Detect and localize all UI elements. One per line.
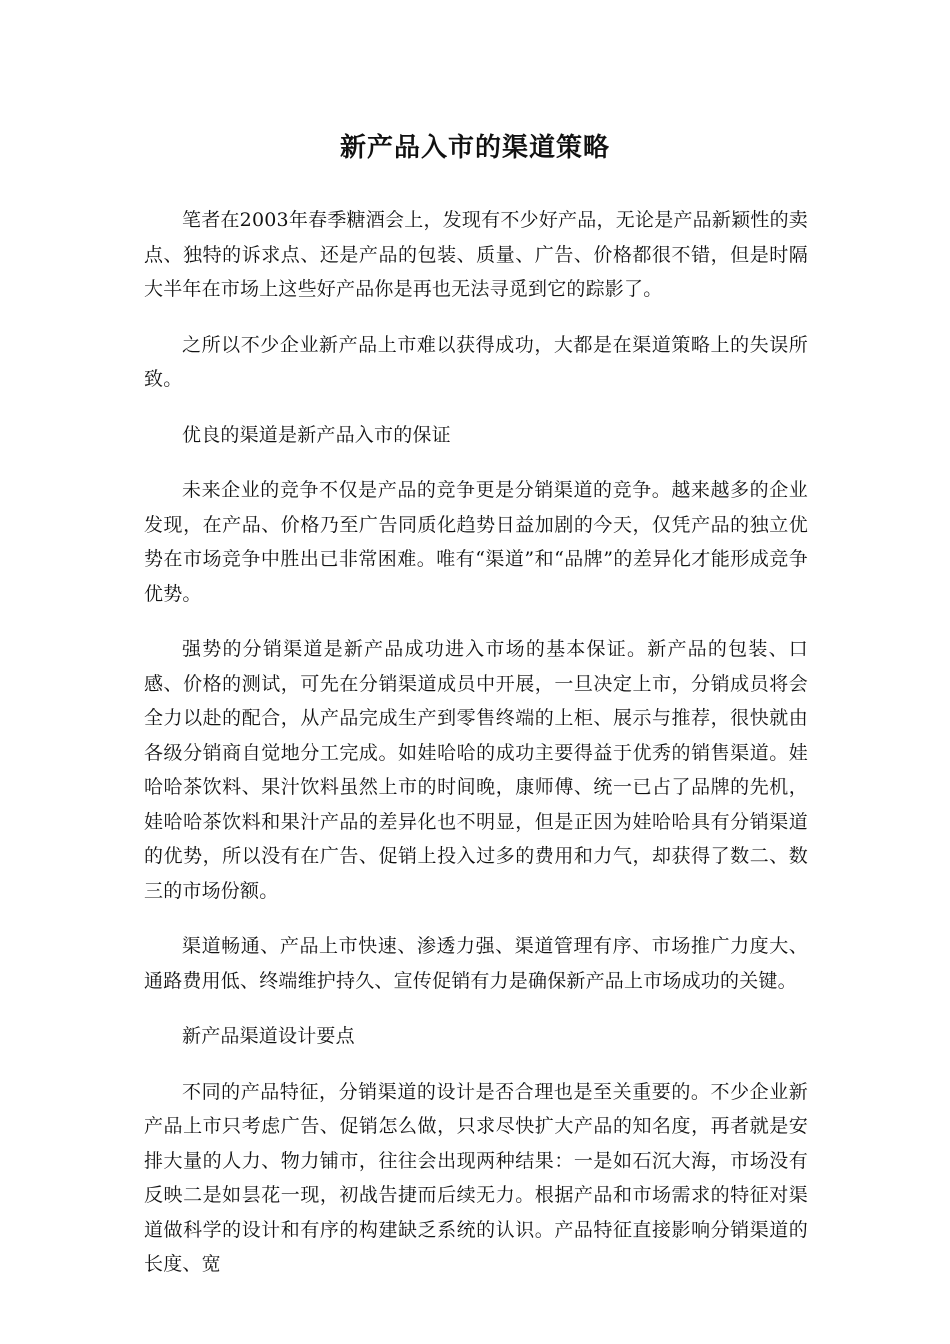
paragraph-design-importance: 不同的产品特征，分销渠道的设计是否合理也是至关重要的。不少企业新产品上市只考虑广告、促销怎么做，只求尽快扩大产品的知名度，再者就是安排大量的人力、物力铺市，往往会出现两种结果：一是如石沉大海，市场没有反映二是如昙花一现，初战告捷而后续无力。根据产品和市场需求的特征对渠道做科学的设计和有序的构建缺乏系统的认识。产品特征直接影响分销渠道的长度、宽 bbox=[144, 1080, 808, 1275]
paragraph-intro: 笔者在2003年春季糖酒会上，发现有不少好产品，无论是产品新颖性的卖点、独特的诉求点、还是产品的包装、质量、广告、价格都很不错，但是时隔大半年在市场上这些好产品你是再也无法寻觅到它的踪影了。 bbox=[144, 209, 808, 300]
paragraph-channel-competition: 未来企业的竞争不仅是产品的竞争更是分销渠道的竞争。越来越多的企业发现，在产品、价格乃至广告同质化趋势日益加剧的今天，仅凭产品的独立优势在市场竞争中胜出已非常困难。唯有“渠道”和“品牌”的差异化才能形成竞争优势。 bbox=[144, 479, 808, 605]
section-heading-channel-guarantee: 优良的渠道是新产品入市的保证 bbox=[182, 423, 451, 446]
paragraph-strong-channel: 强势的分销渠道是新产品成功进入市场的基本保证。新产品的包装、口感、价格的测试，可先在分销渠道成员中开展，一旦决定上市，分销成员将会全力以赴的配合，从产品完成生产到零售终端的上柜、展示与推荐，很快就由各级分销商自觉地分工完成。如娃哈哈的成功主要得益于优秀的销售渠道。娃哈哈茶饮料、果汁饮料虽然上市的时间晚，康师傅、统一已占了品牌的先机，娃哈哈茶饮料和果汁产品的差异化也不明显，但是正因为娃哈哈具有分销渠道的优势，所以没有在广告、促销上投入过多的费用和力气，却获得了数二、数三的市场份额。 bbox=[144, 638, 808, 902]
document-title: 新产品入市的渠道策略 bbox=[339, 133, 610, 163]
paragraph-failure-cause: 之所以不少企业新产品上市难以获得成功，大都是在渠道策略上的失误所致。 bbox=[144, 333, 808, 390]
section-heading-design-points: 新产品渠道设计要点 bbox=[182, 1025, 355, 1047]
document-body bbox=[144, 203, 808, 1303]
paragraph-success-keys: 渠道畅通、产品上市快速、渗透力强、渠道管理有序、市场推广力度大、通路费用低、终端维护持久、宣传促销有力是确保新产品上市场成功的关键。 bbox=[144, 935, 808, 992]
